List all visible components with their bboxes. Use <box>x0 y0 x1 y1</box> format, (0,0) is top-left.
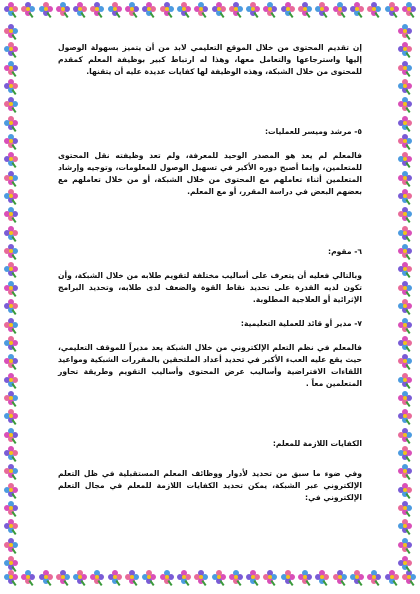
flower-icon <box>398 501 412 515</box>
flower-icon <box>398 171 412 185</box>
flower-icon <box>398 244 412 258</box>
flower-icon <box>398 61 412 75</box>
flower-icon <box>298 2 312 16</box>
flower-icon <box>398 24 412 38</box>
flower-icon <box>4 570 18 584</box>
flower-icon <box>125 570 139 584</box>
flower-icon <box>4 538 18 552</box>
flower-icon <box>4 318 18 332</box>
flower-icon <box>398 538 412 552</box>
flower-border-right <box>398 24 416 570</box>
flower-icon <box>4 501 18 515</box>
flower-icon <box>398 373 412 387</box>
flower-icon <box>56 570 70 584</box>
flower-border-left <box>4 24 22 570</box>
flower-icon <box>229 570 243 584</box>
flower-icon <box>90 570 104 584</box>
flower-icon <box>398 409 412 423</box>
flower-icon <box>39 570 53 584</box>
flower-icon <box>281 570 295 584</box>
flower-icon <box>315 570 329 584</box>
document-body <box>58 42 362 554</box>
flower-icon <box>398 281 412 295</box>
flower-icon <box>4 446 18 460</box>
flower-icon <box>398 391 412 405</box>
flower-icon <box>4 134 18 148</box>
flower-icon <box>212 2 226 16</box>
flower-icon <box>4 226 18 240</box>
flower-icon <box>350 570 364 584</box>
flower-icon <box>398 556 412 570</box>
flower-icon <box>4 171 18 185</box>
flower-icon <box>4 354 18 368</box>
flower-icon <box>398 336 412 350</box>
flower-icon <box>4 24 18 38</box>
flower-icon <box>350 2 364 16</box>
flower-icon <box>263 2 277 16</box>
flower-icon <box>385 2 399 16</box>
flower-icon <box>177 2 191 16</box>
flower-icon <box>367 570 381 584</box>
flower-icon <box>4 391 18 405</box>
flower-icon <box>4 299 18 313</box>
flower-icon <box>142 570 156 584</box>
flower-icon <box>4 116 18 130</box>
flower-icon <box>4 281 18 295</box>
flower-icon <box>398 299 412 313</box>
flower-icon <box>4 428 18 442</box>
flower-icon <box>4 409 18 423</box>
flower-icon <box>4 189 18 203</box>
flower-icon <box>4 464 18 478</box>
flower-icon <box>212 570 226 584</box>
flower-icon <box>398 79 412 93</box>
flower-icon <box>246 2 260 16</box>
flower-icon <box>125 2 139 16</box>
flower-icon <box>398 226 412 240</box>
flower-icon <box>90 2 104 16</box>
flower-icon <box>177 570 191 584</box>
heading-competencies: الكفايات اللازمة للمعلم: <box>272 439 362 448</box>
flower-icon <box>398 354 412 368</box>
flower-icon <box>385 570 399 584</box>
flower-icon <box>398 318 412 332</box>
flower-icon <box>108 570 122 584</box>
flower-icon <box>398 483 412 497</box>
flower-icon <box>56 2 70 16</box>
flower-icon <box>398 116 412 130</box>
flower-icon <box>4 244 18 258</box>
flower-icon <box>315 2 329 16</box>
paragraph-competencies: وفي ضوء ما سبق من تحديد لأدوار ووظائف المعلم المستقبلية في ظل التعلم الإلكتروني عبر الشبكة، يمكن تحديد الكفايات اللازمة للمعلم في مجال التعلم الإلكتروني في: <box>58 469 362 502</box>
flower-icon <box>160 2 174 16</box>
flower-icon <box>298 570 312 584</box>
flower-icon <box>367 2 381 16</box>
flower-icon <box>4 2 18 16</box>
flower-border-top <box>0 2 420 24</box>
heading-evaluator: ٦- مقوم: <box>328 247 362 256</box>
flower-icon <box>4 262 18 276</box>
flower-icon <box>398 134 412 148</box>
flower-icon <box>73 570 87 584</box>
flower-icon <box>194 570 208 584</box>
flower-icon <box>4 519 18 533</box>
heading-facilitator: ٥- مرشد وميسر للعمليات: <box>264 127 362 136</box>
flower-icon <box>229 2 243 16</box>
flower-icon <box>402 570 416 584</box>
flower-icon <box>4 483 18 497</box>
flower-icon <box>398 189 412 203</box>
flower-icon <box>4 207 18 221</box>
flower-icon <box>4 152 18 166</box>
flower-icon <box>4 373 18 387</box>
flower-border-bottom <box>0 570 420 592</box>
flower-icon <box>142 2 156 16</box>
flower-icon <box>4 61 18 75</box>
paragraph-facilitator: فالمعلم لم يعد هو المصدر الوحيد للمعرفة، ولم تعد وظيفته نقل المحتوى للمتعلمين، وإنما أصبح دوره الأكبر في تسهيل الوصول للمعلومات، وتوجيه وإرشاد المتعلمين أثناء تعاملهم مع المحتوى من خلال الشبكة، أو من خلال تعاملهم مع بعضهم البعض في دراسة المقرر، أو مع المعلم. <box>58 151 362 196</box>
heading-manager: ٧- مدير أو قائد للعملية التعليمية: <box>240 319 362 328</box>
paragraph-evaluator: وبالتالي فعليه أن يتعرف على أساليب مختلفة لتقويم طلابه من خلال الشبكة، وأن تكون لديه القدرة على تحديد نقاط القوة والضعف لدى طلابه، وتحديد البرامج الإثرائية أو العلاجية المطلوبة. <box>58 271 362 304</box>
flower-icon <box>4 336 18 350</box>
flower-icon <box>108 2 122 16</box>
flower-icon <box>4 97 18 111</box>
paragraph-intro: إن تقديم المحتوى من خلال الموقع التعليمي لابد من أن يتميز بسهولة الوصول إليها واسترجاعها والتعامل معها، وهذا له ارتباط كبير بوظيفة المعلم كمقدم للمحتوى من خلال الشبكة، وهذه الوظيفة لها كفايات عديدة عليه أن يتقنها. <box>58 43 362 76</box>
flower-icon <box>21 570 35 584</box>
flower-icon <box>4 556 18 570</box>
flower-icon <box>194 2 208 16</box>
flower-icon <box>73 2 87 16</box>
flower-icon <box>398 97 412 111</box>
flower-icon <box>398 42 412 56</box>
flower-icon <box>333 2 347 16</box>
flower-icon <box>398 262 412 276</box>
flower-icon <box>402 2 416 16</box>
flower-icon <box>398 207 412 221</box>
flower-icon <box>21 2 35 16</box>
flower-icon <box>246 570 260 584</box>
paragraph-manager: فالمعلم في نظم التعلم الإلكتروني من خلال الشبكة يعد مديراً للموقف التعليمي، حيث يقع عليه العبء الأكبر في تحديد أعداد الملتحقين بالمقررات الشبكية ومواعيد اللقاءات الافتراضية وأساليب عرض المحتوى وأساليب التقويم وطريقة تحاور المتعلمين معاً . <box>58 343 362 388</box>
flower-icon <box>263 570 277 584</box>
flower-icon <box>333 570 347 584</box>
flower-icon <box>398 446 412 460</box>
flower-icon <box>4 79 18 93</box>
flower-icon <box>398 152 412 166</box>
flower-icon <box>398 519 412 533</box>
flower-icon <box>160 570 174 584</box>
flower-icon <box>39 2 53 16</box>
flower-icon <box>398 428 412 442</box>
flower-icon <box>398 464 412 478</box>
flower-icon <box>281 2 295 16</box>
flower-icon <box>4 42 18 56</box>
